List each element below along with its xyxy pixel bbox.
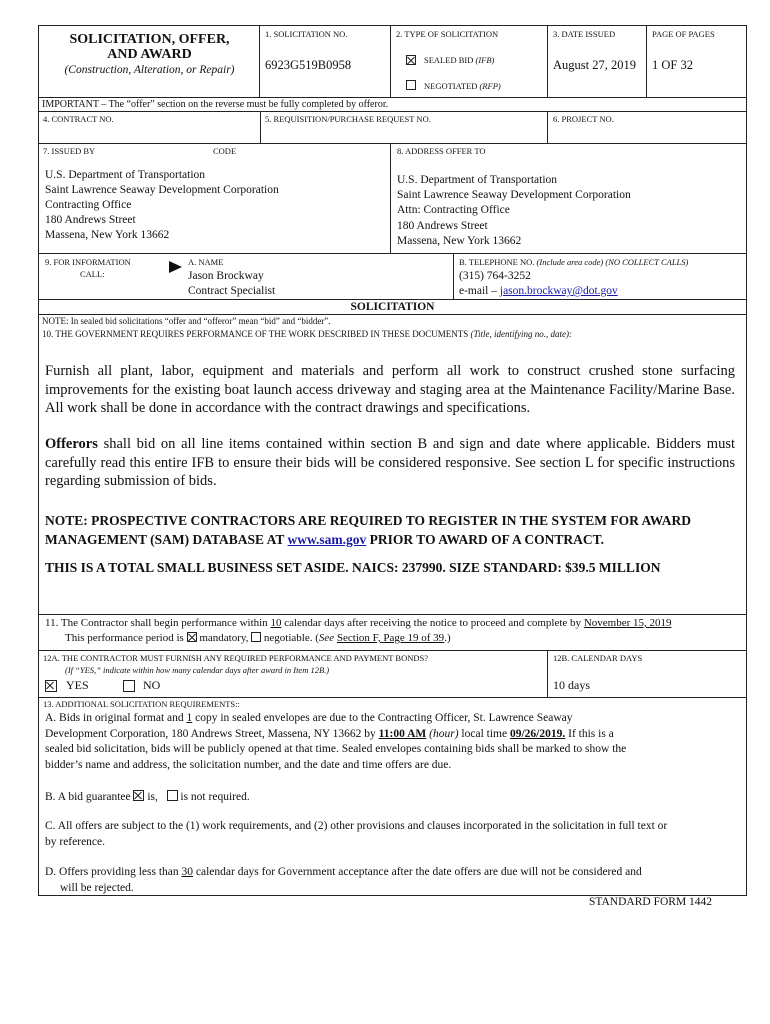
set-aside-statement: THIS IS A TOTAL SMALL BUSINESS SET ASIDE. NAICS: 237990. SIZE STANDARD: $39.5 MILLION [45,560,661,575]
item12a-note: (If “YES,” indicate within how many calendar days after award in Item 12B.) [65,665,330,675]
item13-c: C. All offers are subject to the (1) work requirements, and (2) other provisions and clauses incorporated in the solicitation in full text or by reference. [45,820,668,848]
item13-a: A. Bids in original format and 1 copy in sealed envelopes are due to the Contracting Officer, St. Lawrence Seaway Development Corporation, 180 Andrews Street, Massena, NY 13662 by 11:00 AM (hour) local time 09/26/2019. If this is a sealed bid solicitation, bids will be publicly opened at that time. Sealed envelopes containing bids shall be marked to show the bidder’s name and address, the solicitation number, and the date and time offers are due. [45,712,627,771]
no-label: NO [143,678,161,692]
solicitation-heading: SOLICITATION [350,301,435,313]
form-subtitle: (Construction, Alteration, or Repair) [64,64,235,76]
offerors-instructions: Offerors shall bid on all line items contained within section B and sign and date where applicable. Bidders must carefully read this entire IFB to ensure their bids will be considered responsive. See section L for specific instructions regarding submission of bids. [45,436,735,489]
yes-checkbox[interactable] [45,680,57,692]
code-label: CODE [213,146,237,156]
negotiable-checkbox[interactable] [251,632,261,642]
sealed-bid-label: SEALED BID (IFB) [424,55,495,65]
contract-no-label: 4. CONTRACT NO. [43,114,114,124]
item10-label: 10. THE GOVERNMENT REQUIRES PERFORMANCE OF THE WORK DESCRIBED IN THESE DOCUMENTS (Title, identifying no., date): [42,329,572,339]
page-of-pages-value: 1 OF 32 [652,58,693,72]
requisition-no-label: 5. REQUISITION/PURCHASE REQUEST NO. [265,114,431,124]
item11-line1: 11. The Contractor shall begin performance within 10 calendar days after receiving the notice to proceed and complete by November 15, 2019 [45,617,672,629]
issued-by-address: U.S. Department of Transportation Saint Lawrence Seaway Development Corporation Contracting Office 180 Andrews Street Massena, New York 13662 [45,169,279,241]
address-offer-label: 8. ADDRESS OFFER TO [397,146,486,156]
no-checkbox[interactable] [123,680,135,692]
email-link[interactable]: jason.brockway@dot.gov [499,285,618,297]
telephone-label: B. TELEPHONE NO. (Include area code) (NO COLLECT CALLS) [459,257,689,267]
contact-name: Jason Brockway [188,270,264,282]
item12b-label: 12B. CALENDAR DAYS [553,653,643,663]
bid-guarantee-is-checkbox[interactable] [133,790,144,801]
calendar-days-value: 10 days [553,678,590,692]
date-issued-value: August 27, 2019 [553,58,636,72]
solicitation-no-value: 6923G519B0958 [265,58,352,72]
arrow-right-icon [169,261,182,273]
email-line: e-mail – jason.brockway@dot.gov [459,285,618,297]
form-title: SOLICITATION, OFFER, [69,32,230,47]
form-number: STANDARD FORM 1442 [589,896,713,908]
item13-b: B. A bid guarantee is, is not required. [45,791,250,803]
sealed-bid-note: NOTE: In sealed bid solicitations “offer and “offeror” mean “bid” and “bidder”. [42,316,331,326]
call-label: CALL: [80,269,105,279]
negotiated-label: NEGOTIATED (RFP) [424,81,501,91]
form-title-line2: AND AWARD [107,47,192,62]
item13-d: D. Offers providing less than 30 calendar days for Government acceptance after the date offers are due will not be considered and will be rejected. [45,866,642,894]
contact-title: Contract Specialist [188,285,276,297]
solicitation-no-label: 1. SOLICITATION NO. [265,29,348,39]
project-no-label: 6. PROJECT NO. [553,114,614,124]
important-note: IMPORTANT – The “offer” section on the reverse must be fully completed by offeror. [42,99,389,110]
bid-guarantee-not-checkbox[interactable] [167,790,178,801]
telephone-value: (315) 764-3252 [459,270,531,282]
address-offer-address: U.S. Department of Transportation Saint Lawrence Seaway Development Corporation Attn: Contracting Office 180 Andrews Street Massena, New York 13662 [397,174,631,247]
item11-line2: This performance period is mandatory, negotiable. (See Section F, Page 19 of 39.) [65,632,451,644]
for-information-label: 9. FOR INFORMATION [45,257,131,267]
date-issued-label: 3. DATE ISSUED [553,29,616,39]
type-of-solicitation-label: 2. TYPE OF SOLICITATION [396,29,499,39]
name-label: A. NAME [188,257,224,267]
sam-note: NOTE: PROSPECTIVE CONTRACTORS ARE REQUIRED TO REGISTER IN THE SYSTEM FOR AWARD MANAGEMENT (SAM) DATABASE AT www.sam.gov PRIOR TO AWARD OF A CONTRACT. [45,513,692,547]
sealed-bid-checkbox[interactable] [406,55,416,65]
item12a-label: 12A. THE CONTRACTOR MUST FURNISH ANY REQUIRED PERFORMANCE AND PAYMENT BONDS? [43,653,428,663]
page-of-pages-label: PAGE OF PAGES [652,29,715,39]
yes-label: YES [66,678,89,692]
negotiated-checkbox[interactable] [406,80,416,90]
sam-link[interactable]: www.sam.gov [287,531,367,547]
mandatory-checkbox[interactable] [187,632,197,642]
item13-label: 13. ADDITIONAL SOLICITATION REQUIREMENTS:: [43,699,240,709]
issued-by-label: 7. ISSUED BY [43,146,96,156]
work-description: Furnish all plant, labor, equipment and materials and perform all work to construct crushed stone surfacing improvements for the existing boat launch access driveway and staging area at the Maintenance Facility/Marine Base. All work shall be done in accordance with the contract drawings and specifications. [45,363,735,416]
